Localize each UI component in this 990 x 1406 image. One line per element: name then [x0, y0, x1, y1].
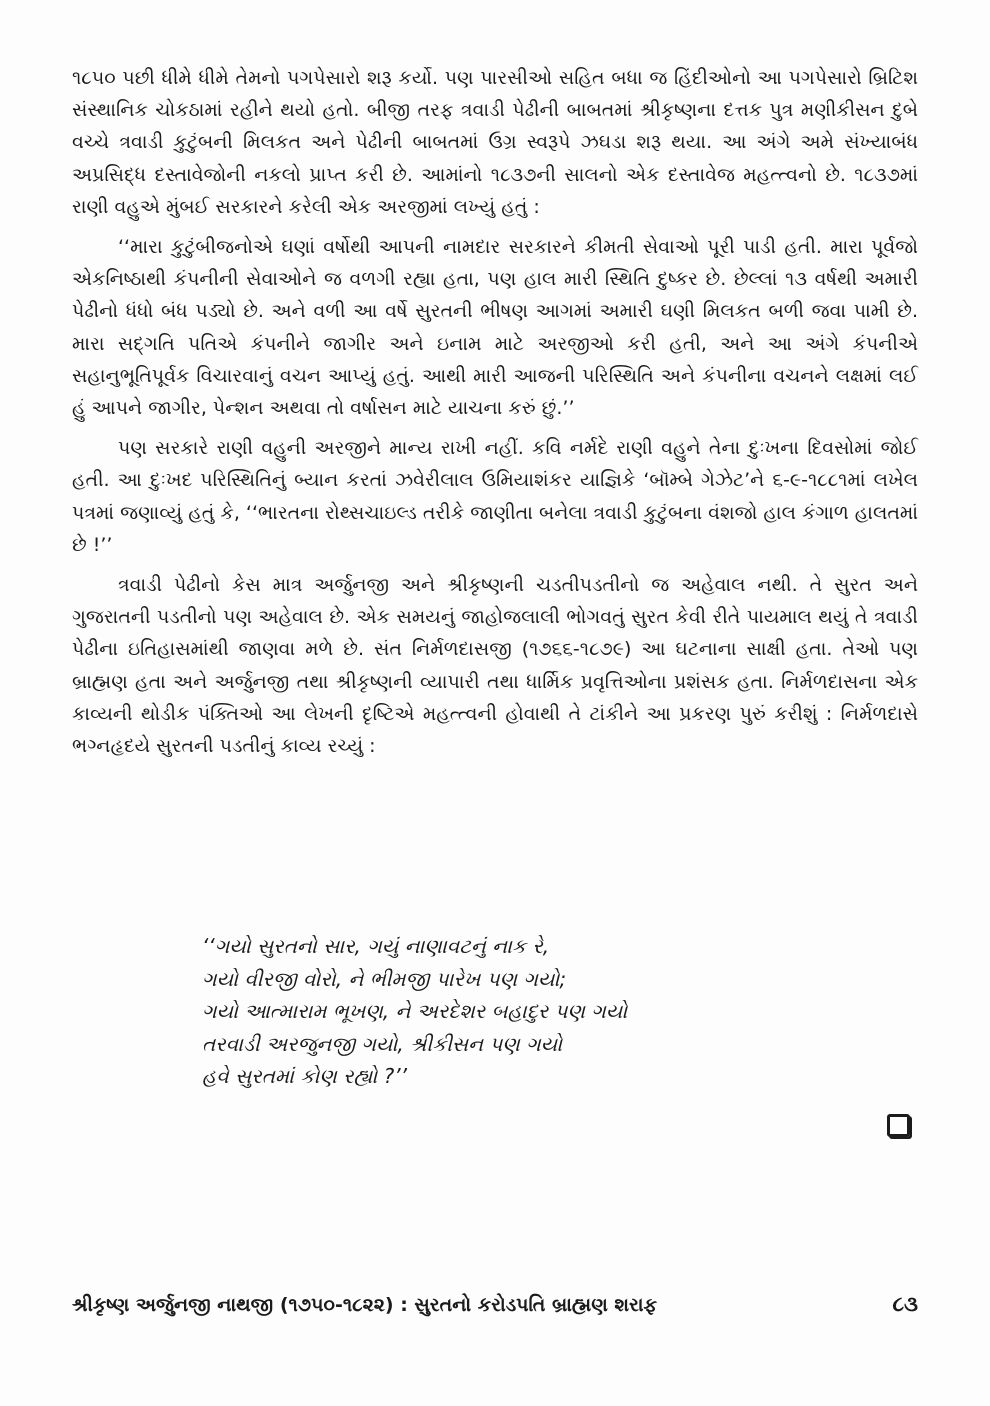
running-title: શ્રીકૃષ્ણ અર્જુનજી નાથજી (૧૭૫૦-૧૮૨૨) : સુરતનો કરોડપતિ બ્રાહ્મણ શરાફ — [72, 1294, 658, 1316]
end-of-chapter-box-icon — [887, 1114, 910, 1137]
paragraph-intro: ૧૮૫૦ પછી ધીમે ધીમે તેમનો પગપેસારો શરૂ કર્યો. પણ પારસીઓ સહિત બધા જ હિંદીઓનો આ પગપેસારો બ્રિટિશ સંસ્થાનિક ચોકઠામાં રહીને થયો હતો. બીજી તરફ ત્રવાડી પેઢીની બાબતમાં શ્રીકૃષ્ણના દત્તક પુત્ર મણીકીસન દુબે વચ્ચે ત્રવાડી કુટુંબની મિલકત અને પેઢીની બાબતમાં ઉગ્ર સ્વરૂપે ઝઘડા શરૂ થયા. આ અંગે અમે સંખ્યાબંધ અપ્રસિદ્ધ દસ્તાવેજોની નકલો પ્રાપ્ત કરી છે. આમાંનો ૧૮૩૭ની સાલનો એક દસ્તાવેજ મહત્ત્વનો છે. ૧૮૩૭માં રાણી વહુએ મુંબઈ સરકારને કરેલી એક અરજીમાં લખ્યું હતું : — [72, 67, 918, 218]
poem-line: તરવાડી અરજુનજી ગયો, શ્રીકીસન પણ ગયો — [202, 1031, 563, 1056]
body-text — [72, 62, 918, 770]
poem-block — [202, 930, 842, 1093]
poem-line: ‘‘ગયો સુરતનો સાર, ગયું નાણાવટનું નાક રે, — [202, 934, 550, 958]
paragraph-decline-of-surat: ત્રવાડી પેઢીનો કેસ માત્ર અર્જુનજી અને શ્રીકૃષ્ણની ચડતીપડતીનો જ અહેવાલ નથી. તે સુરત અને ગુજરાતની પડતીનો પણ અહેવાલ છે. એક સમયનું જાહોજલાલી ભોગવતું સુરત કેવી રીતે પાયમાલ થયું તે ત્રવાડી પેઢીના ઇતિહાસમાંથી જાણવા મળે છે. સંત નિર્મળદાસજી (૧૭૬૬-૧૮૭૯) આ ઘટનાના સાક્ષી હતા. તેઓ પણ બ્રાહ્મણ હતા અને અર્જુનજી તથા શ્રીકૃષ્ણની વ્યાપારી તથા ધાર્મિક પ્રવૃત્તિઓના પ્રશંસક હતા. નિર્મળદાસના એક કાવ્યની થોડીક પંક્તિઓ આ લેખની દૃષ્ટિએ મહત્ત્વની હોવાથી તે ટાંકીને આ પ્રકરણ પુરું કરીશું : નિર્મળદાસે ભગ્નહૃદયે સુરતની પડતીનું કાવ્ય રચ્યું : — [72, 574, 918, 758]
poem-line: હવે સુરતમાં કોણ રહ્યો ?’’ — [202, 1064, 407, 1088]
paragraph-petition-quote: ‘‘મારા કુટુંબીજનોએ ઘણાં વર્ષોથી આપની નામદાર સરકારને કીમતી સેવાઓ પૂરી પાડી હતી. મારા પૂર્વજો એકનિષ્ઠાથી કંપનીની સેવાઓને જ વળગી રહ્યા હતા, પણ હાલ મારી સ્થિતિ દુષ્કર છે. છેલ્લાં ૧૩ વર્ષથી અમારી પેઢીનો ધંધો બંધ પડ્યો છે. અને વળી આ વર્ષે સુરતની ભીષણ આગમાં અમારી ઘણી મિલકત બળી જવા પામી છે. મારા સદ્‌ગતિ પતિએ કંપનીને જાગીર અને ઇનામ માટે અરજીઓ કરી હતી, અને આ અંગે કંપનીએ સહાનુભૂતિપૂર્વક વિચારવાનું વચન આપ્યું હતું. આથી મારી આજની પરિસ્થિતિ અને કંપનીના વચનને લક્ષમાં લઈ હું આપને જાગીર, પેન્શન અથવા તો વર્ષાસન માટે યાચના કરું છું.’’ — [72, 236, 918, 420]
page-number: ૮૩ — [892, 1292, 918, 1316]
poem-line: ગયો વીરજી વોરો, ને ભીમજી પારેખ પણ ગયો; — [202, 966, 567, 991]
poem-line: ગયો આત્મારામ ભૂખણ, ને અરદેશર બહાદુર પણ ગયો — [202, 999, 628, 1023]
paragraph-government-response: પણ સરકારે રાણી વહુની અરજીને માન્ય રાખી નહીં. કવિ નર્મદે રાણી વહુને તેના દુઃખના દિવસોમાં જોઈ હતી. આ દુઃખદ પરિસ્થિતિનું બ્યાન કરતાં ઝવેરીલાલ ઉમિયાશંકર યાજ્ઞિકે ‘બૉમ્બે ગેઝેટ’ને ૬-૯-૧૮૮૧માં લખેલ પત્રમાં જણાવ્યું હતું કે, ‘‘ભારતના રોથ્સચાઇલ્ડ તરીકે જાણીતા બનેલા ત્રવાડી કુટુંબના વંશજો હાલ કંગાળ હાલતમાં છે !’’ — [72, 437, 918, 556]
page-footer — [72, 1292, 918, 1317]
